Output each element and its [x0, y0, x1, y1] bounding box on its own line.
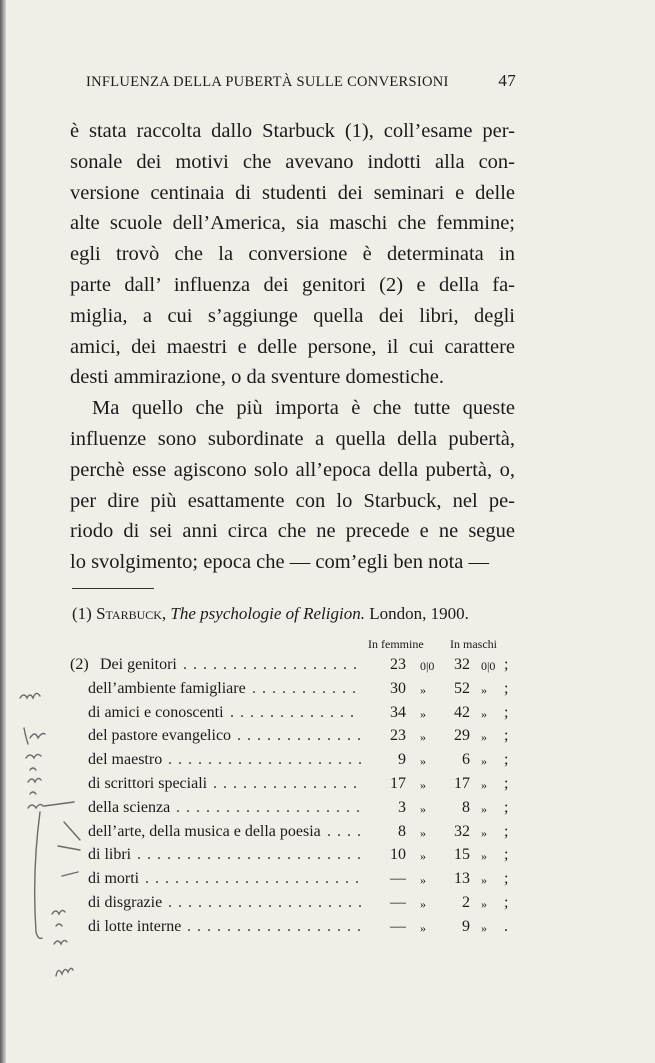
value-maschi: 29: [454, 727, 470, 745]
value-maschi: 13: [454, 870, 470, 888]
leader-dots: .......................: [137, 846, 367, 864]
value-femmine: —: [390, 894, 406, 911]
row-terminator: ;: [504, 822, 509, 840]
pencil-mark-4: [28, 778, 41, 794]
body-line: sonale dei motivi che avevano indotti alla con-: [70, 150, 515, 173]
value-maschi: 8: [462, 798, 470, 816]
table-row: [80, 823, 530, 847]
leader-dots: ...........: [252, 679, 362, 697]
unit-maschi: »: [481, 706, 487, 721]
unit-femmine: »: [420, 897, 426, 911]
pencil-dash-2: [58, 846, 80, 850]
footnote-1-title: The psychologie of Religion.: [170, 604, 365, 623]
row-label: della scienza: [88, 798, 171, 816]
value-maschi: 6: [462, 751, 470, 769]
value-maschi: 32: [454, 656, 470, 673]
pencil-mark-2: [24, 728, 45, 744]
body-line: riodo di sei anni circa che ne precede e ne segue: [70, 520, 515, 543]
unit-femmine: »: [420, 682, 426, 697]
row-terminator: ;: [504, 846, 509, 864]
row-terminator: ;: [504, 703, 509, 721]
table-row: [80, 704, 530, 728]
pencil-mark-3: [26, 754, 41, 770]
row-terminator: ;: [504, 870, 509, 888]
row-label: del pastore evangelico: [88, 727, 232, 745]
row-terminator: .: [504, 917, 508, 935]
table-row: [80, 894, 530, 918]
body-line: desti ammirazione, o da sventure domestiche.: [70, 366, 445, 389]
footnote-1-marker: (1): [72, 604, 92, 623]
table-row: [80, 680, 530, 704]
row-label: dell’arte, della musica e della poesia: [88, 822, 321, 840]
table-row: [80, 656, 530, 680]
leader-dots: .............: [237, 727, 367, 745]
footnote-1: [72, 604, 517, 624]
row-terminator: ;: [504, 894, 509, 911]
body-line: egli trovò che la conversione è determinata in: [70, 243, 515, 266]
body-line: parte dall’ influenza dei genitori (2) e della fa-: [70, 273, 515, 296]
row-label: del maestro: [88, 751, 163, 769]
unit-femmine: »: [420, 873, 426, 888]
row-terminator: ;: [504, 775, 509, 792]
table-row: [80, 775, 530, 799]
pencil-mark-8: [56, 968, 73, 976]
body-line: influenze sono subordinate a quella della pubertà,: [70, 427, 515, 450]
unit-maschi: »: [481, 754, 487, 769]
row-label: di amici e conoscenti: [88, 703, 224, 721]
unit-maschi: »: [481, 897, 487, 911]
footnote-2-marker: (2): [70, 656, 89, 673]
col-header-maschi: In maschi: [450, 637, 497, 651]
row-label: di disgrazie: [88, 894, 163, 911]
leader-dots: ..................: [183, 656, 363, 673]
pencil-dash-1: [64, 822, 80, 840]
value-maschi: 2: [462, 894, 470, 911]
footnote-rule: [72, 588, 154, 589]
value-maschi: 52: [454, 679, 470, 697]
unit-maschi: »: [481, 730, 487, 745]
table-row: [80, 799, 530, 823]
table-row: [80, 751, 530, 775]
row-terminator: ;: [504, 751, 509, 769]
footnote-1-place-year: London, 1900.: [369, 604, 469, 623]
unit-maschi: »: [481, 682, 487, 697]
row-terminator: ;: [504, 656, 509, 673]
value-femmine: 9: [398, 751, 406, 769]
leader-dots: ...................: [176, 798, 366, 816]
unit-maschi: »: [481, 849, 487, 864]
row-terminator: ;: [504, 679, 509, 697]
body-line: è stata raccolta dallo Starbuck (1), coll’esame per-: [70, 120, 515, 142]
unit-maschi: 0|0: [481, 659, 496, 673]
unit-maschi: »: [481, 920, 487, 935]
row-terminator: ;: [504, 798, 509, 816]
body-line: amici, dei maestri e delle persone, il cui carattere: [70, 335, 515, 358]
value-femmine: 17: [390, 775, 406, 792]
table-row: [80, 870, 530, 894]
unit-maschi: »: [481, 778, 487, 792]
value-femmine: 30: [390, 679, 406, 697]
leader-dots: ..................: [187, 917, 367, 935]
value-femmine: 8: [398, 822, 406, 840]
table-row: [80, 727, 530, 751]
value-maschi: 9: [462, 917, 470, 935]
value-femmine: —: [390, 917, 406, 935]
body-line: Ma quello che più importa è che tutte queste: [92, 397, 515, 420]
leader-dots: ...............: [213, 775, 363, 792]
body-line: versione centinaia di studenti dei seminari e delle: [70, 181, 515, 204]
leader-dots: ....................: [168, 751, 368, 769]
unit-maschi: »: [481, 801, 487, 816]
unit-femmine: »: [420, 754, 426, 769]
row-label: Dei genitori: [100, 656, 177, 673]
col-header-femmine: In femmine: [368, 637, 424, 651]
unit-maschi: »: [481, 825, 487, 840]
footnote-1-author: Starbuck,: [96, 604, 167, 623]
unit-femmine: »: [420, 849, 426, 864]
body-line: perchè esse agiscono solo all’epoca della pubertà, o,: [70, 458, 515, 481]
table-row: [80, 918, 530, 942]
body-text: [70, 116, 515, 578]
row-terminator: ;: [504, 727, 509, 745]
leader-dots: ....: [327, 822, 367, 840]
running-header: [86, 71, 526, 91]
unit-maschi: »: [481, 873, 487, 888]
pencil-mark-7: [54, 940, 67, 944]
unit-femmine: »: [420, 920, 426, 935]
leader-dots: .............: [230, 703, 360, 721]
body-line: lo svolgimento; epoca che — com’egli ben nota —: [70, 551, 489, 574]
running-title: INFLUENZA DELLA PUBERTÀ SULLE CONVERSIONI: [86, 74, 449, 90]
value-femmine: —: [390, 870, 406, 888]
row-label: di morti: [88, 870, 140, 888]
value-femmine: 3: [398, 798, 406, 816]
leader-dots: ....................: [168, 894, 368, 911]
body-line: miglia, a cui s’aggiunge quella dei libri, degli: [70, 304, 515, 327]
pencil-mark-5: [28, 802, 74, 808]
binding-edge: [0, 0, 6, 1063]
value-maschi: 15: [454, 846, 470, 864]
page-number: 47: [498, 71, 516, 90]
row-label: di scrittori speciali: [88, 775, 208, 792]
value-femmine: 23: [390, 656, 406, 673]
unit-femmine: »: [420, 825, 426, 840]
row-label: dell’ambiente famigliare: [88, 679, 246, 697]
unit-femmine: »: [420, 778, 426, 792]
value-maschi: 42: [454, 703, 470, 721]
value-femmine: 23: [390, 727, 406, 745]
pencil-dash-3: [62, 872, 78, 876]
value-femmine: 34: [390, 703, 406, 721]
pencil-bracket: [35, 812, 42, 938]
value-femmine: 10: [390, 846, 406, 864]
table-row: [80, 846, 530, 870]
unit-femmine: »: [420, 801, 426, 816]
value-maschi: 32: [454, 822, 470, 840]
pencil-mark-6: [52, 910, 65, 926]
pencil-mark-1: [20, 693, 40, 698]
value-maschi: 17: [454, 775, 470, 792]
body-line: per dire più esattamente con lo Starbuck, nel pe-: [70, 489, 515, 512]
body-line: alte scuole dell’America, sia maschi che femmine;: [70, 212, 515, 235]
unit-femmine: »: [420, 730, 426, 745]
unit-femmine: 0|0: [420, 659, 435, 673]
row-label: di libri: [88, 846, 132, 864]
row-label: di lotte interne: [88, 917, 182, 935]
leader-dots: ......................: [145, 870, 365, 888]
unit-femmine: »: [420, 706, 426, 721]
